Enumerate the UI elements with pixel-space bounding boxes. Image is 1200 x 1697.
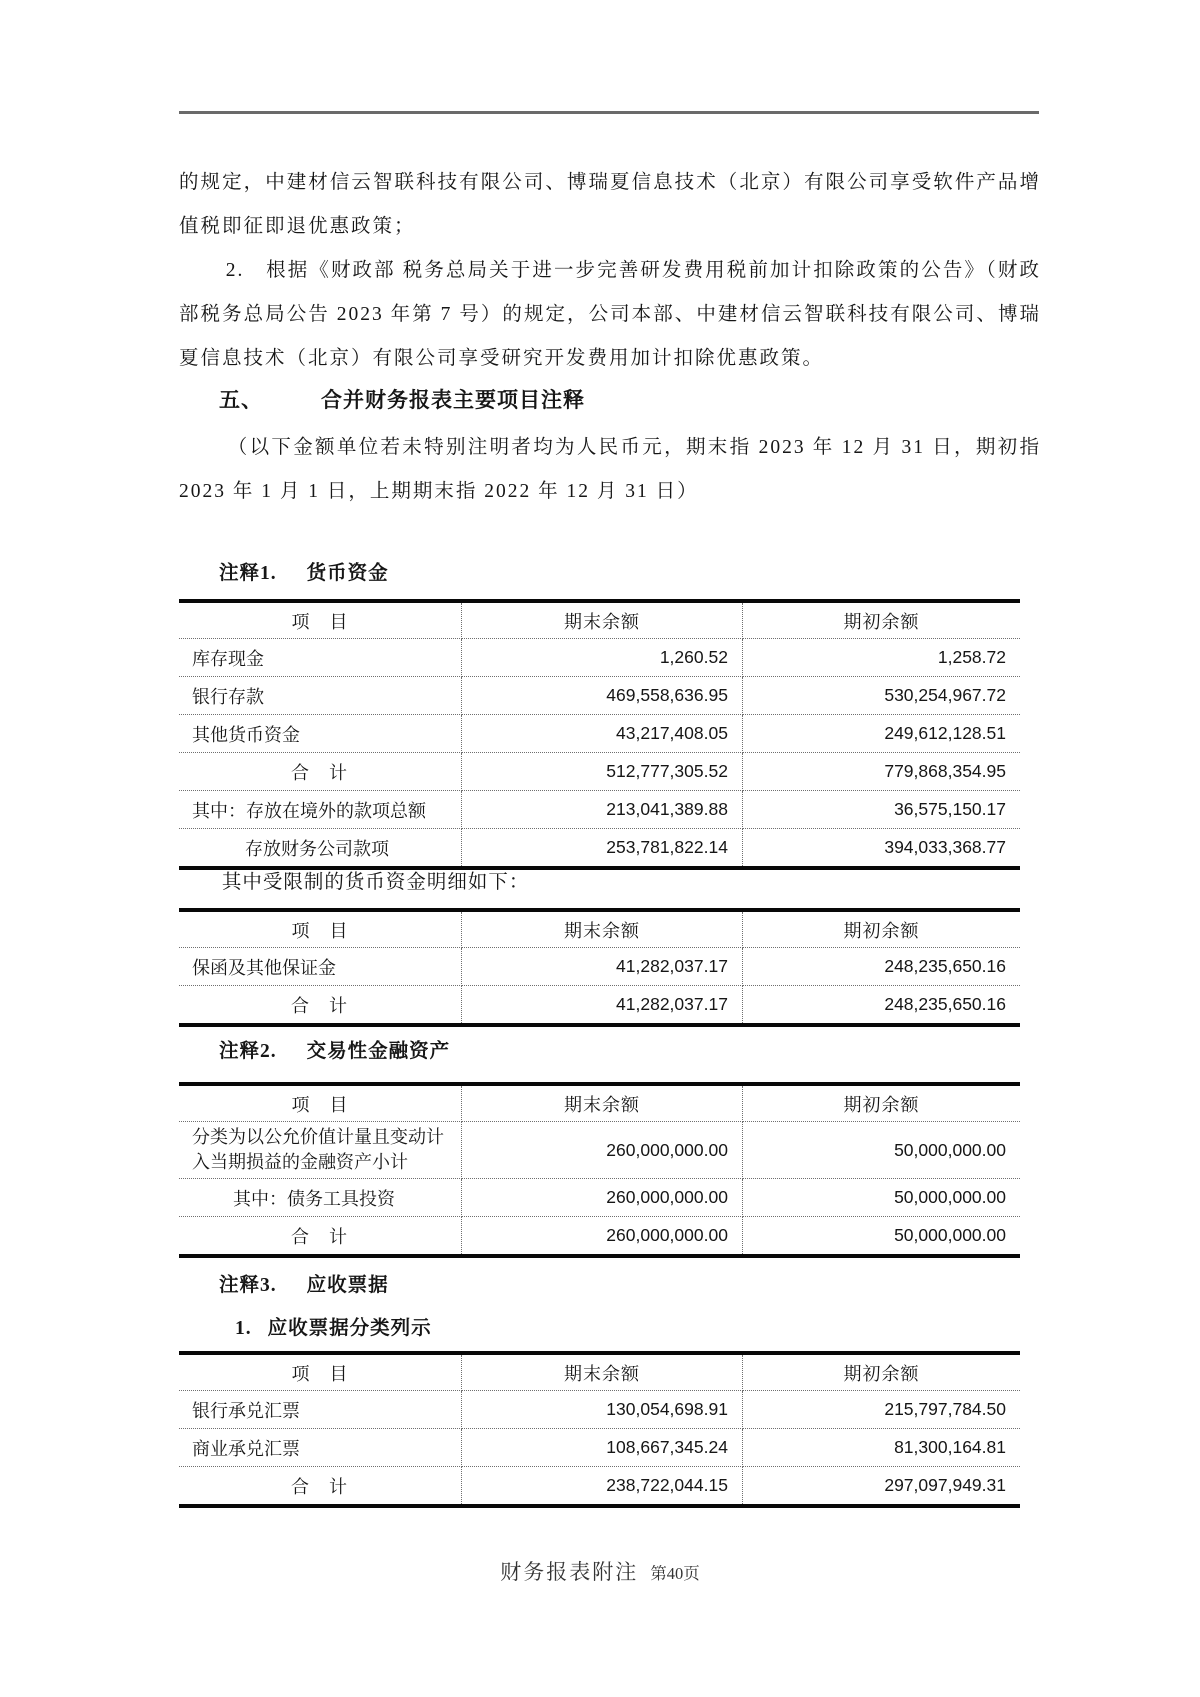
item-label: 银行存款 <box>179 677 462 715</box>
note-1-heading <box>179 557 1081 585</box>
column-header-item: 项 目 <box>179 1353 462 1391</box>
note-3-sub-1-title: 应收票据分类列示 <box>267 1318 432 1339</box>
table-header-row <box>179 601 1020 639</box>
table-row <box>179 1429 1020 1467</box>
beginning-balance-value: 50,000,000.00 <box>742 1122 1020 1179</box>
section-5-heading <box>179 384 1081 414</box>
table-row <box>179 1122 1020 1179</box>
beginning-balance-value: 249,612,128.51 <box>742 715 1020 753</box>
note-2-heading <box>179 1035 1081 1063</box>
beginning-balance-value: 530,254,967.72 <box>742 677 1020 715</box>
table-header-row <box>179 1353 1020 1391</box>
beginning-balance-value: 50,000,000.00 <box>894 1225 1006 1245</box>
table-row <box>179 677 1020 715</box>
note-3-number: 注释3. <box>219 1275 277 1296</box>
page-footer <box>0 1556 1200 1586</box>
table-row <box>179 948 1020 986</box>
item-label: 银行承兑汇票 <box>179 1391 462 1429</box>
total-label: 合 计 <box>179 986 462 1026</box>
table-row <box>179 639 1020 677</box>
column-header-beginning-balance: 期初余额 <box>742 1353 1020 1391</box>
ending-balance-value: 213,041,389.88 <box>462 791 743 829</box>
note-1-number: 注释1. <box>219 563 277 584</box>
column-header-ending-balance: 期末余额 <box>462 1084 743 1122</box>
beginning-balance-value: 50,000,000.00 <box>742 1179 1020 1217</box>
table-row <box>179 791 1020 829</box>
column-header-beginning-balance: 期初余额 <box>742 601 1020 639</box>
column-header-beginning-balance: 期初余额 <box>742 1084 1020 1122</box>
column-header-item: 项 目 <box>179 601 462 639</box>
table-total-row <box>179 1467 1020 1507</box>
ending-balance-value: 108,667,345.24 <box>462 1429 743 1467</box>
body-paragraph-rd-deduction: 2. 根据《财政部 税务总局关于进一步完善研发费用税前加计扣除政策的公告》（财政部税务总局公告 2023 年第 7 号）的规定，公司本部、中建材信云智联科技有限公司、博瑞夏信息技术（北京）有限公司享受研究开发费用加计扣除优惠政策。 <box>179 260 1041 369</box>
section-5-number: 五、 <box>219 388 263 412</box>
item-label: 分类为以公允价值计量且变动计入当期损益的金融资产小计 <box>179 1122 462 1179</box>
beginning-balance-value: 81,300,164.81 <box>742 1429 1020 1467</box>
footer-title: 财务报表附注 <box>500 1560 639 1584</box>
restricted-funds-intro: 其中受限制的货币资金明细如下： <box>221 872 530 893</box>
item-label: 其中：存放在境外的款项总额 <box>179 791 462 829</box>
item-label: 商业承兑汇票 <box>179 1429 462 1467</box>
item-label: 保函及其他保证金 <box>179 948 462 986</box>
ending-balance-value: 41,282,037.17 <box>462 948 743 986</box>
table-row <box>179 1391 1020 1429</box>
body-paragraph-tax-policy: 的规定，中建材信云智联科技有限公司、博瑞夏信息技术（北京）有限公司享受软件产品增值税即征即退优惠政策； <box>179 172 1041 237</box>
total-label: 合 计 <box>179 753 462 791</box>
trading-financial-assets-table <box>179 1082 1020 1258</box>
column-header-ending-balance: 期末余额 <box>462 601 743 639</box>
section-5-title: 合并财务报表主要项目注释 <box>321 388 585 412</box>
ending-balance-value: 41,282,037.17 <box>462 986 743 1026</box>
table-total-row <box>179 1217 1020 1257</box>
column-header-item: 项 目 <box>179 910 462 948</box>
beginning-balance-value: 248,235,650.16 <box>742 948 1020 986</box>
ending-balance-value: 260,000,000.00 <box>462 1217 743 1257</box>
ending-balance-value: 260,000,000.00 <box>462 1179 743 1217</box>
column-header-beginning-balance: 期初余额 <box>742 910 1020 948</box>
page-header-rule <box>179 111 1039 114</box>
ending-balance-value: 512,777,305.52 <box>462 753 743 791</box>
item-label: 存放财务公司款项 <box>179 829 462 869</box>
beginning-balance-value: 1,258.72 <box>742 639 1020 677</box>
ending-balance-value: 260,000,000.00 <box>462 1122 743 1179</box>
beginning-balance-value: 215,797,784.50 <box>742 1391 1020 1429</box>
ending-balance-value: 1,260.52 <box>462 639 743 677</box>
note-2-number: 注释2. <box>219 1041 277 1062</box>
item-label: 其他货币资金 <box>179 715 462 753</box>
beginning-balance-value: 248,235,650.16 <box>884 994 1006 1014</box>
total-label: 合 计 <box>179 1467 462 1507</box>
note-1-title: 货币资金 <box>306 563 389 584</box>
table-row <box>179 1179 1020 1217</box>
column-header-item: 项 目 <box>179 1084 462 1122</box>
beginning-balance-value: 394,033,368.77 <box>884 837 1006 857</box>
column-header-ending-balance: 期末余额 <box>462 910 743 948</box>
beginning-balance-value: 779,868,354.95 <box>742 753 1020 791</box>
total-label: 合 计 <box>179 1217 462 1257</box>
footer-page-number: 第40页 <box>650 1564 700 1583</box>
table-row <box>179 715 1020 753</box>
beginning-balance-value: 36,575,150.17 <box>742 791 1020 829</box>
item-label: 库存现金 <box>179 639 462 677</box>
ending-balance-value: 469,558,636.95 <box>462 677 743 715</box>
ending-balance-value: 43,217,408.05 <box>462 715 743 753</box>
note-3-heading <box>179 1269 1081 1297</box>
table-total-row <box>179 753 1020 791</box>
item-label: 其中：债务工具投资 <box>179 1179 462 1217</box>
ending-balance-value: 130,054,698.91 <box>462 1391 743 1429</box>
restricted-funds-table <box>179 908 1020 1027</box>
beginning-balance-value: 297,097,949.31 <box>884 1475 1006 1495</box>
column-header-ending-balance: 期末余额 <box>462 1353 743 1391</box>
note-3-sub-1-heading <box>179 1312 1097 1340</box>
monetary-funds-table <box>179 599 1020 870</box>
scope-note-paragraph: （以下金额单位若未特别注明者均为人民币元，期末指 2023 年 12 月 31 日，期初指 2023 年 1 月 1 日，上期期末指 2022 年 12 月 31 日） <box>179 437 1041 502</box>
table-total-row <box>179 986 1020 1026</box>
note-2-title: 交易性金融资产 <box>306 1041 451 1062</box>
note-3-title: 应收票据 <box>306 1275 389 1296</box>
ending-balance-value: 253,781,822.14 <box>462 829 743 869</box>
notes-receivable-table <box>179 1351 1020 1508</box>
ending-balance-value: 238,722,044.15 <box>462 1467 743 1507</box>
note-3-sub-1-number: 1. <box>235 1318 252 1339</box>
table-header-row <box>179 910 1020 948</box>
table-header-row <box>179 1084 1020 1122</box>
